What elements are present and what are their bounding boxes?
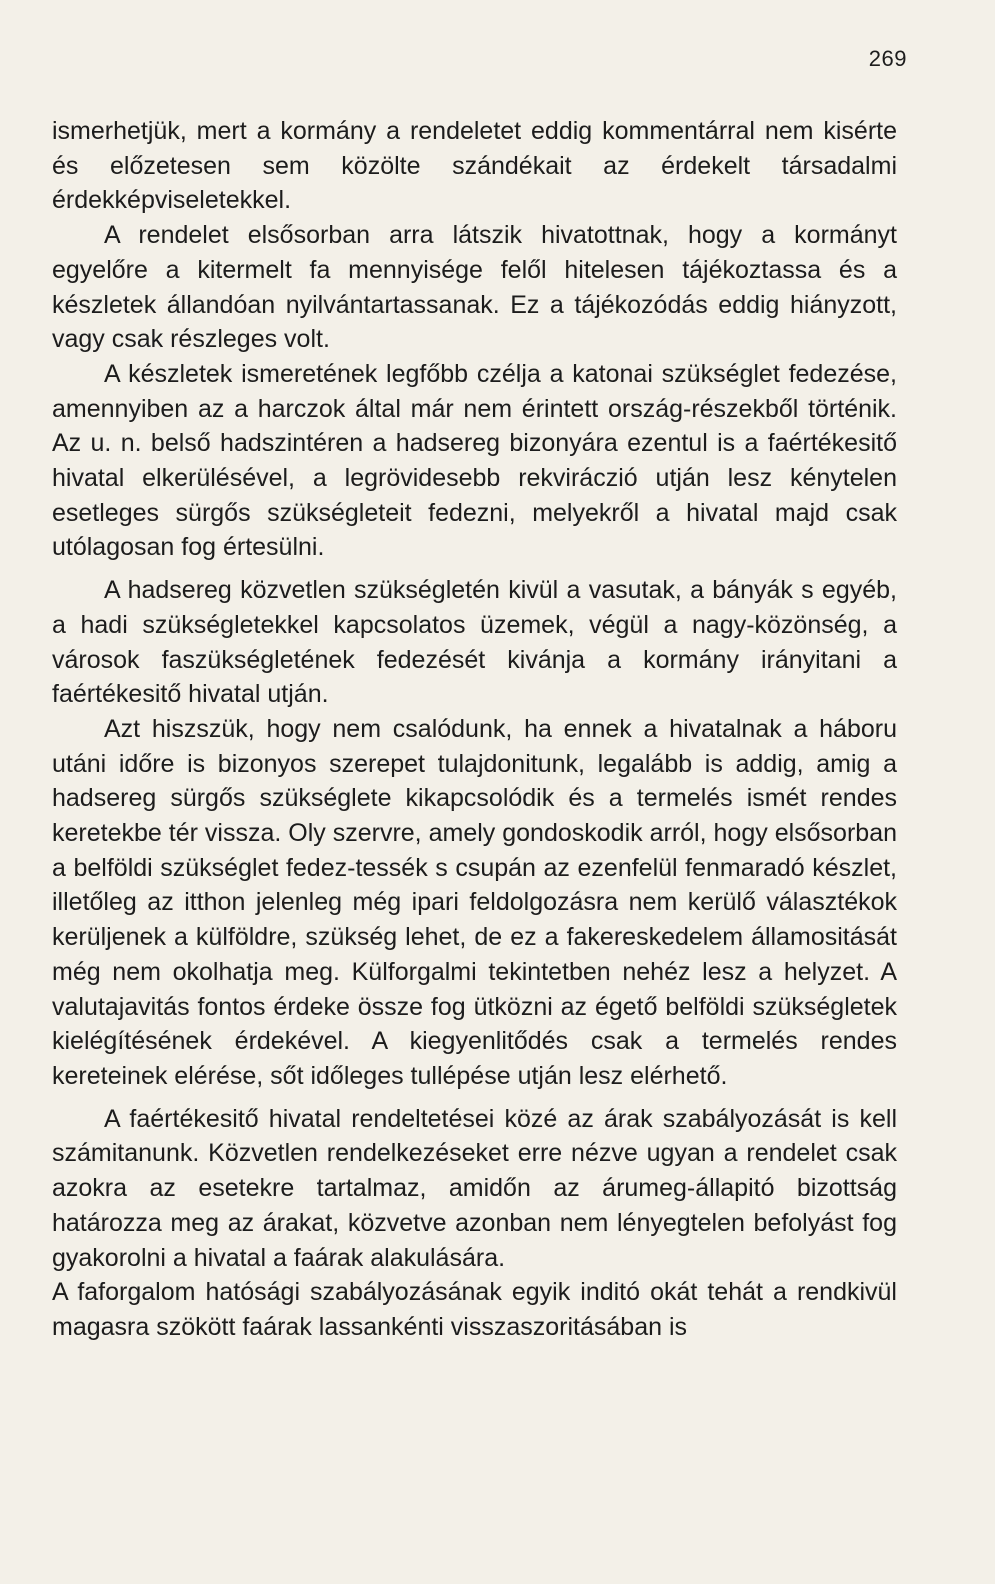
paragraph-4: A hadsereg közvetlen szükségletén kivül a vasutak, a bányák s egyéb, a hadi szükségletekkel kapcsolatos üzemek, végül a nagy-közönség, a városok faszükségletének fedezését kivánja a kormány irányitani a faértékesitő hivatal utján. bbox=[52, 576, 897, 709]
paragraph-5: Azt hiszszük, hogy nem csalódunk, ha ennek a hivatalnak a háboru utáni időre is bizonyos szerepet tulajdonitunk, legalább is addig, amig a hadsereg sürgős szükséglete kikapcsolódik és a termelés ismét rendes keretekbe tér vissza. Oly szervre, amely gondoskodik arról, hogy elsősorban a belföldi szükséglet fedez-tessék s csupán az ezenfelül fenmaradó készlet, illetőleg az itthon jelenleg még ipari feldolgozásra nem kerülő választékok kerüljenek a külföldre, szükség lehet, de ez a fakereskedelem államositását még nem okolhatja meg. Külforgalmi tekintetben nehéz lesz a helyzet. A valutajavitás fontos érdeke össze fog ütközni az égető belföldi szükségletek kielégítésének érdekével. A kiegyenlitődés csak a termelés rendes kereteinek elérése, sőt időleges tullépése utján lesz elérhető. bbox=[52, 714, 897, 1090]
paragraph-7: A faforgalom hatósági szabályozásának egyik inditó okát tehát a rendkivül magasra szökött faárak lassankénti visszaszoritásában is bbox=[52, 1278, 897, 1341]
paragraph-3: A készletek ismeretének legfőbb czélja a katonai szükséglet fedezése, amennyiben az a harczok által már nem érintett ország-részekből történik. Az u. n. belső hadszintéren a hadsereg bizonyára ezentul is a faértékesitő hivatal elkerülésével, a legrövidesebb rekviráczió utján lesz kénytelen esetleges sürgős szükségleteit fedezni, melyekről a hivatal majd csak utólagosan fog értesülni. bbox=[52, 359, 897, 562]
page-number: 269 bbox=[868, 46, 907, 71]
page-text bbox=[52, 114, 897, 1345]
paragraph-6: A faértékesitő hivatal rendeltetései közé az árak szabályozását is kell számitanunk. Közvetlen rendelkezéseket erre nézve ugyan a rendelet csak azokra az esetekre tartalmaz, amidőn az árumeg-állapitó bizottság határozza meg az árakat, közvetve azonban nem lényegtelen befolyást fog gyakorolni a hivatal a faárak alakulására. bbox=[52, 1104, 897, 1272]
paragraph-2: A rendelet elsősorban arra látszik hivatottnak, hogy a kormányt egyelőre a kitermelt fa mennyisége felől hitelesen tájékoztassa és a készletek állandóan nyilvántartassanak. Ez a tájékozódás eddig hiányzott, vagy csak részleges volt. bbox=[52, 221, 897, 354]
paragraph-1: ismerhetjük, mert a kormány a rendeletet eddig kommentárral nem kisérte és előzetesen sem közölte szándékait az érdekelt társadalmi érdekképviseletekkel. bbox=[52, 117, 897, 215]
